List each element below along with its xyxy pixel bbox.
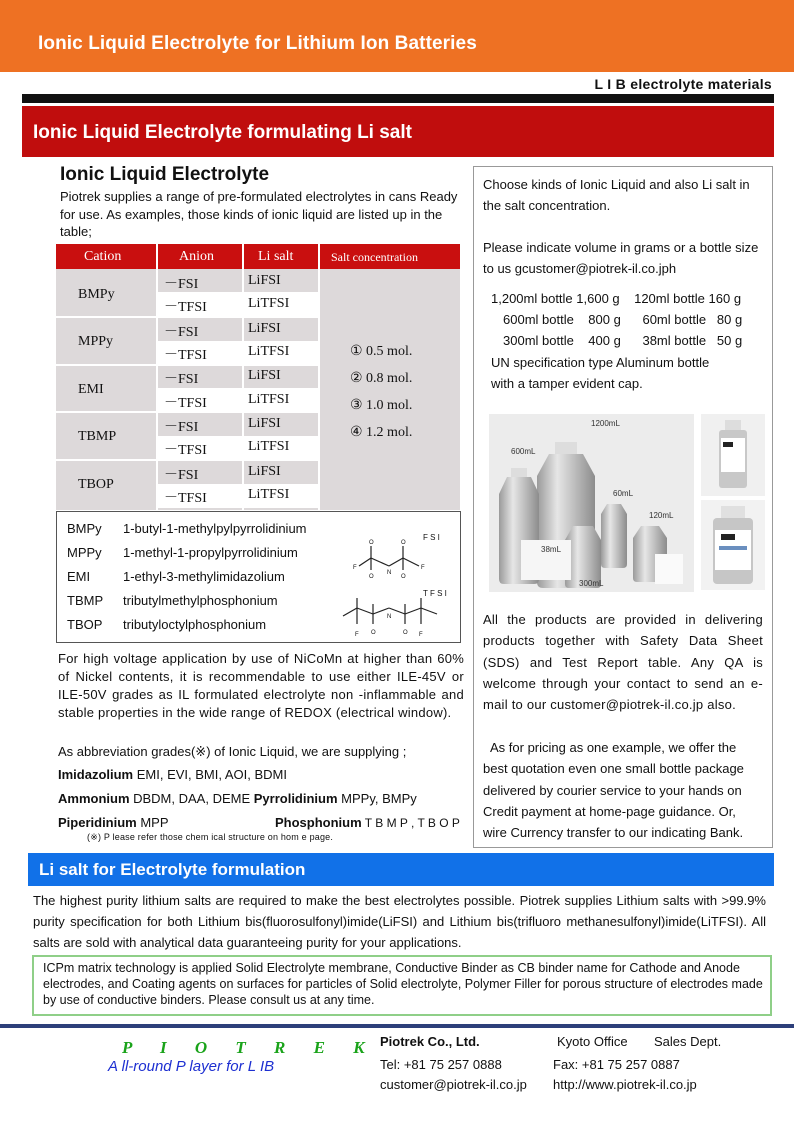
- grade-ammonium-pyrrolidinium: Ammonium DBDM, DAA, DEME Pyrrolidinium MPPy, BMPy: [58, 791, 417, 806]
- li-salt-cell: LiFSI: [248, 368, 281, 383]
- divider: [22, 94, 774, 103]
- concentration-option: ② 0.8 mol.: [350, 371, 413, 386]
- svg-text:O: O: [403, 630, 408, 636]
- li-salt-cell: LiTFSI: [248, 296, 290, 311]
- cation-cell: TBOP: [78, 477, 114, 492]
- footer-divider: [0, 1024, 794, 1028]
- svg-text:O: O: [371, 630, 376, 636]
- abbreviation-name: 1-ethyl-3-methylimidazolium: [123, 569, 285, 584]
- li-salt-cell: LiFSI: [248, 273, 281, 288]
- photo-label-1200: 1200mL: [591, 419, 620, 428]
- cation-cell: EMI: [78, 382, 104, 397]
- svg-text:O: O: [369, 540, 374, 546]
- icpm-text: ICPm matrix technology is applied Solid Electrolyte membrane, Conductive Binder as CB binder name for Cathode and Anode electrodes, and Coating agents on surfaces for particles of Solid electrolyte, Polymer Filler for porous structure of electrodes made by use of conductive binders. Please consult us at any time.: [43, 961, 763, 1007]
- anion-cell: －FSI: [164, 277, 199, 292]
- svg-text:F: F: [355, 632, 359, 638]
- li-salt-cell: LiTFSI: [248, 344, 290, 359]
- abbreviation-name: 1-butyl-1-methylpylpyrrolidinium: [123, 521, 307, 536]
- grade-imidazolium: Imidazolium EMI, EVI, BMI, AOI, BDMI: [58, 767, 287, 782]
- office-name: Kyoto Office: [557, 1034, 628, 1049]
- table-header: [56, 244, 460, 269]
- abbreviation-code: TBOP: [67, 617, 103, 632]
- li-salt-paragraph: The highest purity lithium salts are required to make the best electrolytes possible. Piotrek supplies Lithium salts with >99.9% purity specification for both Lithium bis(fluorosulfonyl)imide(LiFSI) and Lithium bis(trifluoro methanesulfonyl)imide(LiTFSI). All salts are sold with analytical data guaranteeing purity for your applications.: [33, 893, 766, 950]
- anion-cell: －TFSI: [164, 396, 207, 411]
- li-salt-cell: LiTFSI: [248, 487, 290, 502]
- li-salt-cell: LiFSI: [248, 321, 281, 336]
- cation-cell: TBMP: [78, 429, 117, 444]
- delivery-paragraph: All the products are provided in delivering products together with Safety Data Sheet (SDS) and Test Report table. Any QA is welcome through your contact to send an e-mail to our customer@piotrek-il.co.jp also.: [483, 612, 763, 713]
- page-title: Ionic Liquid Electrolyte for Lithium Ion Batteries: [38, 33, 477, 54]
- abbreviation-code: BMPy: [67, 521, 102, 536]
- photo-label-120: 120mL: [649, 511, 674, 520]
- abbreviation-name: 1-methyl-1-propylpyrrolidinium: [123, 545, 298, 560]
- anion-cell: －FSI: [164, 325, 199, 340]
- li-salt-cell: LiFSI: [248, 416, 281, 431]
- grade-piperidinium: Piperidinium MPP: [58, 815, 169, 830]
- bottles-photo: [489, 414, 694, 592]
- choose-text: Choose kinds of Ionic Liquid and also Li salt in the salt concentration.: [483, 177, 750, 213]
- il-intro: Piotrek supplies a range of pre-formulated electrolytes in cans Ready for use. As examples, those kinds of ionic liquid are listed up in the table;: [60, 189, 458, 239]
- svg-text:N: N: [387, 570, 392, 576]
- li-salt-title: Li salt for Electrolyte formulation: [39, 860, 306, 879]
- electrolyte-table: [56, 244, 460, 510]
- structure-note: (※) P lease refer those chem ical structure on hom e page.: [87, 832, 334, 842]
- svg-text:O: O: [401, 574, 406, 580]
- svg-text:F: F: [419, 632, 423, 638]
- anion-cell: －FSI: [164, 372, 199, 387]
- anion-cell: －FSI: [164, 420, 199, 435]
- header-li-salt: Li salt: [258, 249, 294, 264]
- pricing-paragraph: As for pricing as one example, we offer the best quotation even one small bottle package delivered by courier service to your hands on Credit payment at home-page guidance. Or, wire Currency transfer to our indicating Bank.: [483, 740, 744, 841]
- department-name: Sales Dept.: [654, 1034, 722, 1049]
- photo-label-60: 60mL: [613, 489, 634, 498]
- header-anion: Anion: [179, 249, 214, 264]
- tamper-text: with a tamper evident cap.: [491, 376, 643, 391]
- email-link[interactable]: customer@piotrek-il.co.jp: [380, 1077, 527, 1092]
- company-name: Piotrek Co., Ltd.: [380, 1034, 480, 1049]
- grades-intro: As abbreviation grades(※) of Ionic Liquid, we are supplying ;: [58, 744, 407, 759]
- photo-label-300: 300mL: [579, 579, 604, 588]
- il-heading: Ionic Liquid Electrolyte: [60, 164, 270, 185]
- bottle-size-line: 600ml bottle 800 g 60ml bottle 80 g: [503, 312, 743, 327]
- svg-text:N: N: [387, 614, 392, 620]
- abbreviation-code: TBMP: [67, 593, 104, 608]
- fsi-label: F S I: [423, 533, 440, 542]
- header-salt-concentration: Salt concentration: [331, 250, 418, 264]
- li-salt-cell: LiTFSI: [248, 439, 290, 454]
- li-salt-cell: LiTFSI: [248, 392, 290, 407]
- volume-text: Please indicate volume in grams or a bottle size to us gcustomer@piotrek-il.co.jph: [483, 240, 759, 276]
- cation-cell: BMPy: [78, 287, 115, 302]
- high-voltage-paragraph: For high voltage application by use of NiCoMn at higher than 60% of Nickel contents, it is recommendable to use either ILE-45V or ILE-50V grades as IL formulated electrolyte non -inflammable and stable properties in the wide range of REDOX (electrical window).: [58, 651, 464, 720]
- abbreviation-code: EMI: [67, 569, 91, 584]
- concentration-option: ① 0.5 mol.: [350, 344, 413, 359]
- fax: Fax: +81 75 257 0887: [553, 1057, 680, 1072]
- abbreviation-box: [56, 511, 461, 643]
- small-bottle-photo: [701, 414, 765, 496]
- company-logo: P I O T R E K: [122, 1038, 377, 1057]
- cation-cell: MPPy: [78, 334, 114, 349]
- svg-text:O: O: [401, 540, 406, 546]
- anion-cell: －TFSI: [164, 443, 207, 458]
- abbreviation-name: tributyloctylphosphonium: [123, 617, 267, 632]
- svg-text:F: F: [421, 565, 425, 571]
- labeled-bottle-photo: [701, 500, 765, 590]
- abbreviation-code: MPPy: [67, 545, 102, 560]
- photo-label-38: 38mL: [541, 545, 562, 554]
- un-spec-text: UN specification type Aluminum bottle: [491, 355, 710, 370]
- photo-label-600: 600mL: [511, 447, 536, 456]
- section-title: Ionic Liquid Electrolyte formulating Li salt: [33, 122, 412, 143]
- anion-cell: －TFSI: [164, 491, 207, 506]
- anion-cell: －TFSI: [164, 300, 207, 315]
- grade-phosphonium: Phosphonium T B M P , T B O P: [275, 815, 460, 830]
- abbreviation-name: tributylmethylphosphonium: [123, 593, 278, 608]
- concentration-option: ③ 1.0 mol.: [350, 398, 413, 413]
- website-link[interactable]: http://www.piotrek-il.co.jp: [553, 1077, 697, 1092]
- company-tagline: A ll-round P layer for L IB: [108, 1058, 275, 1075]
- li-salt-cell: LiFSI: [248, 464, 281, 479]
- tfsi-label: T F S I: [423, 589, 447, 598]
- anion-cell: －TFSI: [164, 348, 207, 363]
- fsi-structure-diagram: [345, 524, 457, 584]
- svg-text:F: F: [353, 565, 357, 571]
- bottle-size-line: 300ml bottle 400 g 38ml bottle 50 g: [503, 333, 743, 348]
- anion-cell: －FSI: [164, 468, 199, 483]
- header-cation: Cation: [84, 249, 122, 264]
- tfsi-structure-diagram: [337, 584, 457, 642]
- page-subtitle: L I B electrolyte materials: [594, 76, 772, 92]
- svg-text:O: O: [369, 574, 374, 580]
- telephone: Tel: +81 75 257 0888: [380, 1057, 502, 1072]
- bottle-size-line: 1,200ml bottle 1,600 g 120ml bottle 160 g: [491, 291, 742, 306]
- concentration-option: ④ 1.2 mol.: [350, 425, 413, 440]
